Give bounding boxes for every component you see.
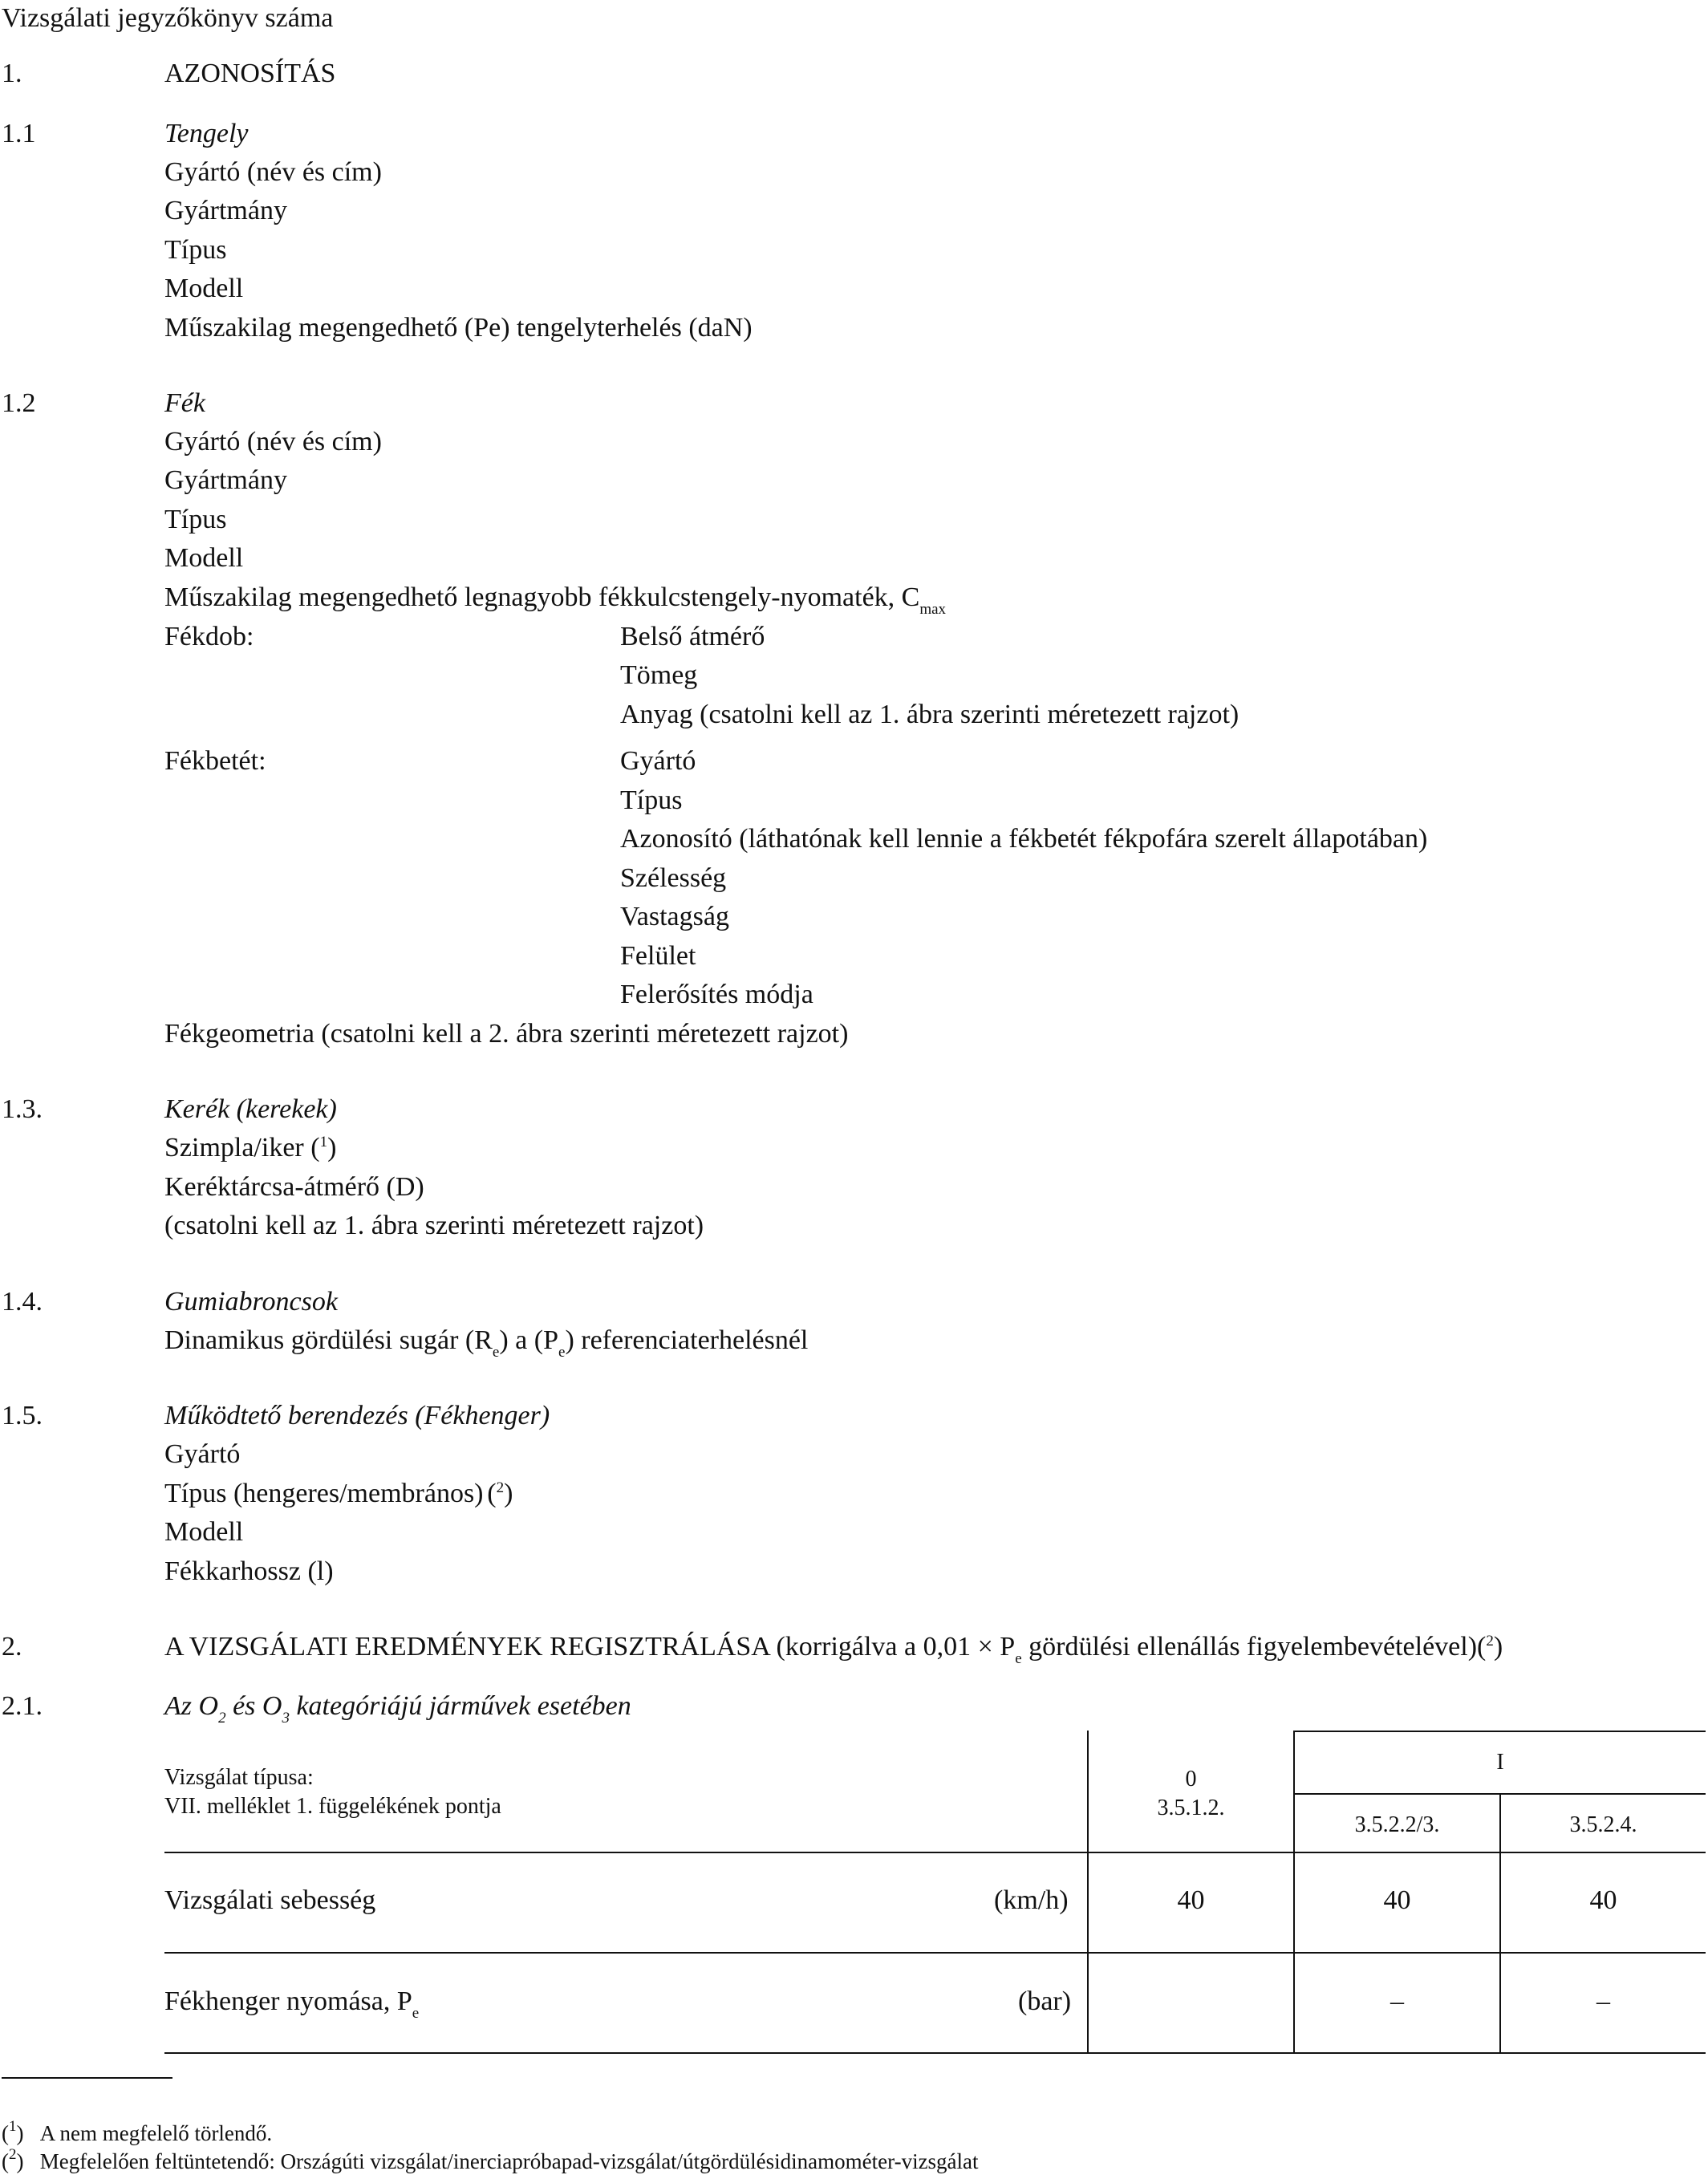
table-col-header: 3.5.2.4. xyxy=(1569,1812,1637,1837)
table-row-unit: (km/h) xyxy=(994,1885,1069,1915)
footnote: ($^1$) A nem megfelelő törlendő. xyxy=(2,2118,273,2145)
field-label: Szimpla/iker ($^1$) xyxy=(164,1133,337,1163)
field-label: Azonosító (láthatónak kell lennie a fékbetét fékpofára szerelt állapotában) xyxy=(620,824,1428,854)
field-label: Fékgeometria (csatolni kell a 2. ábra szerinti méretezett rajzot) xyxy=(164,1019,849,1049)
drum-label: Fékdob: xyxy=(164,622,254,651)
field-label: Típus xyxy=(620,785,683,815)
table-cell: 40 xyxy=(1589,1885,1617,1915)
field-label: Modell xyxy=(164,274,244,303)
table-col-header: 3.5.2.2/3. xyxy=(1354,1812,1440,1837)
subsection-title: Fék xyxy=(164,388,205,418)
subsection-number: 2.1. xyxy=(2,1691,43,1721)
table-col-header: 0 xyxy=(1185,1767,1197,1791)
field-label: Fékkarhossz (l) xyxy=(164,1556,334,1586)
section-title: AZONOSÍTÁS xyxy=(164,59,336,88)
field-label: (csatolni kell az 1. ábra szerinti méretezett rajzot) xyxy=(164,1211,704,1240)
subsection-number: 1.3. xyxy=(2,1094,43,1124)
subsection-title: Tengely xyxy=(164,119,249,148)
table-cell: – xyxy=(1390,1986,1404,2016)
field-label: Modell xyxy=(164,543,244,573)
lining-label: Fékbetét: xyxy=(164,746,266,776)
table-row-label: Fékhenger nyomása, $P_e$ xyxy=(164,1986,420,2022)
field-label-torque: Műszakilag megengedhető legnagyobb fékkulcstengely-nyomaték, $C_{max}$ xyxy=(164,582,947,618)
field-label: Gyártmány xyxy=(164,196,287,225)
subsection-number: 1.1 xyxy=(2,119,36,148)
field-label: Típus xyxy=(164,505,227,534)
field-label: Gyártó xyxy=(164,1439,241,1469)
field-label: Szélesség xyxy=(620,863,727,893)
table-col-group: I xyxy=(1496,1750,1504,1775)
field-label-radius: Dinamikus gördülési sugár $(R_e)$ a $(P_e)$ referenciaterhelésnél xyxy=(164,1325,809,1361)
field-label: Gyártó xyxy=(620,746,696,776)
section-number: 2. xyxy=(2,1632,22,1662)
field-label: Típus xyxy=(164,235,227,265)
table-head-label: VII. melléklet 1. függelékének pontja xyxy=(164,1794,501,1819)
table-row-unit: (bar) xyxy=(1018,1986,1072,2016)
table-col-header: 3.5.1.2. xyxy=(1157,1796,1225,1820)
document-title: Vizsgálati jegyzőkönyv száma xyxy=(2,3,334,33)
field-label: Gyártó (név és cím) xyxy=(164,427,382,456)
table-cell: 40 xyxy=(1383,1885,1411,1915)
table-rule xyxy=(164,2052,1706,2054)
table-cell: – xyxy=(1596,1986,1610,2016)
subsection-title: Az $O_2$ és $O_3$ kategóriájú járművek esetében xyxy=(164,1691,631,1727)
field-label: Felület xyxy=(620,941,696,971)
footnote-separator xyxy=(2,2077,172,2079)
field-label: Típus (hengeres/membrános) ($^2$) xyxy=(164,1479,513,1508)
field-label: Gyártmány xyxy=(164,465,287,495)
field-label: Vastagság xyxy=(620,902,729,931)
section-number: 1. xyxy=(2,59,22,88)
subsection-number: 1.4. xyxy=(2,1287,43,1317)
table-cell: 40 xyxy=(1177,1885,1205,1915)
subsection-number: 1.5. xyxy=(2,1401,43,1430)
subsection-title: Gumiabroncsok xyxy=(164,1287,338,1317)
field-label: Belső átmérő xyxy=(620,622,765,651)
field-label: Gyártó (név és cím) xyxy=(164,157,382,187)
field-label: Keréktárcsa-átmérő (D) xyxy=(164,1172,424,1202)
subsection-title: Működtető berendezés (Fékhenger) xyxy=(164,1401,550,1430)
table-rule xyxy=(164,1852,1706,1853)
field-label: Műszakilag megengedhető (Pe) tengelyterhelés (daN) xyxy=(164,313,753,343)
field-label: Felerősítés módja xyxy=(620,980,813,1009)
field-label: Tömeg xyxy=(620,660,698,690)
field-label: Modell xyxy=(164,1517,244,1547)
footnote: ($^2$) Megfelelően feltüntetendő: Országúti vizsgálat/inerciapróbapad-vizsgálat/útgördülésidinamométer-vizsgálat xyxy=(2,2146,979,2173)
table-head-label: Vizsgálat típusa: xyxy=(164,1765,314,1790)
subsection-number: 1.2 xyxy=(2,388,36,418)
table-rule xyxy=(164,1952,1706,1954)
table-rule xyxy=(1293,1731,1706,1732)
table-row-label: Vizsgálati sebesség xyxy=(164,1885,376,1915)
field-label: Anyag (csatolni kell az 1. ábra szerinti méretezett rajzot) xyxy=(620,700,1239,729)
section-title: A VIZSGÁLATI EREDMÉNYEK REGISZTRÁLÁSA (korrigálva a $0,01 \times P_e$ gördülési ellenállás figyelembevételével)($^2$) xyxy=(164,1632,1503,1667)
subsection-title: Kerék (kerekek) xyxy=(164,1094,337,1124)
